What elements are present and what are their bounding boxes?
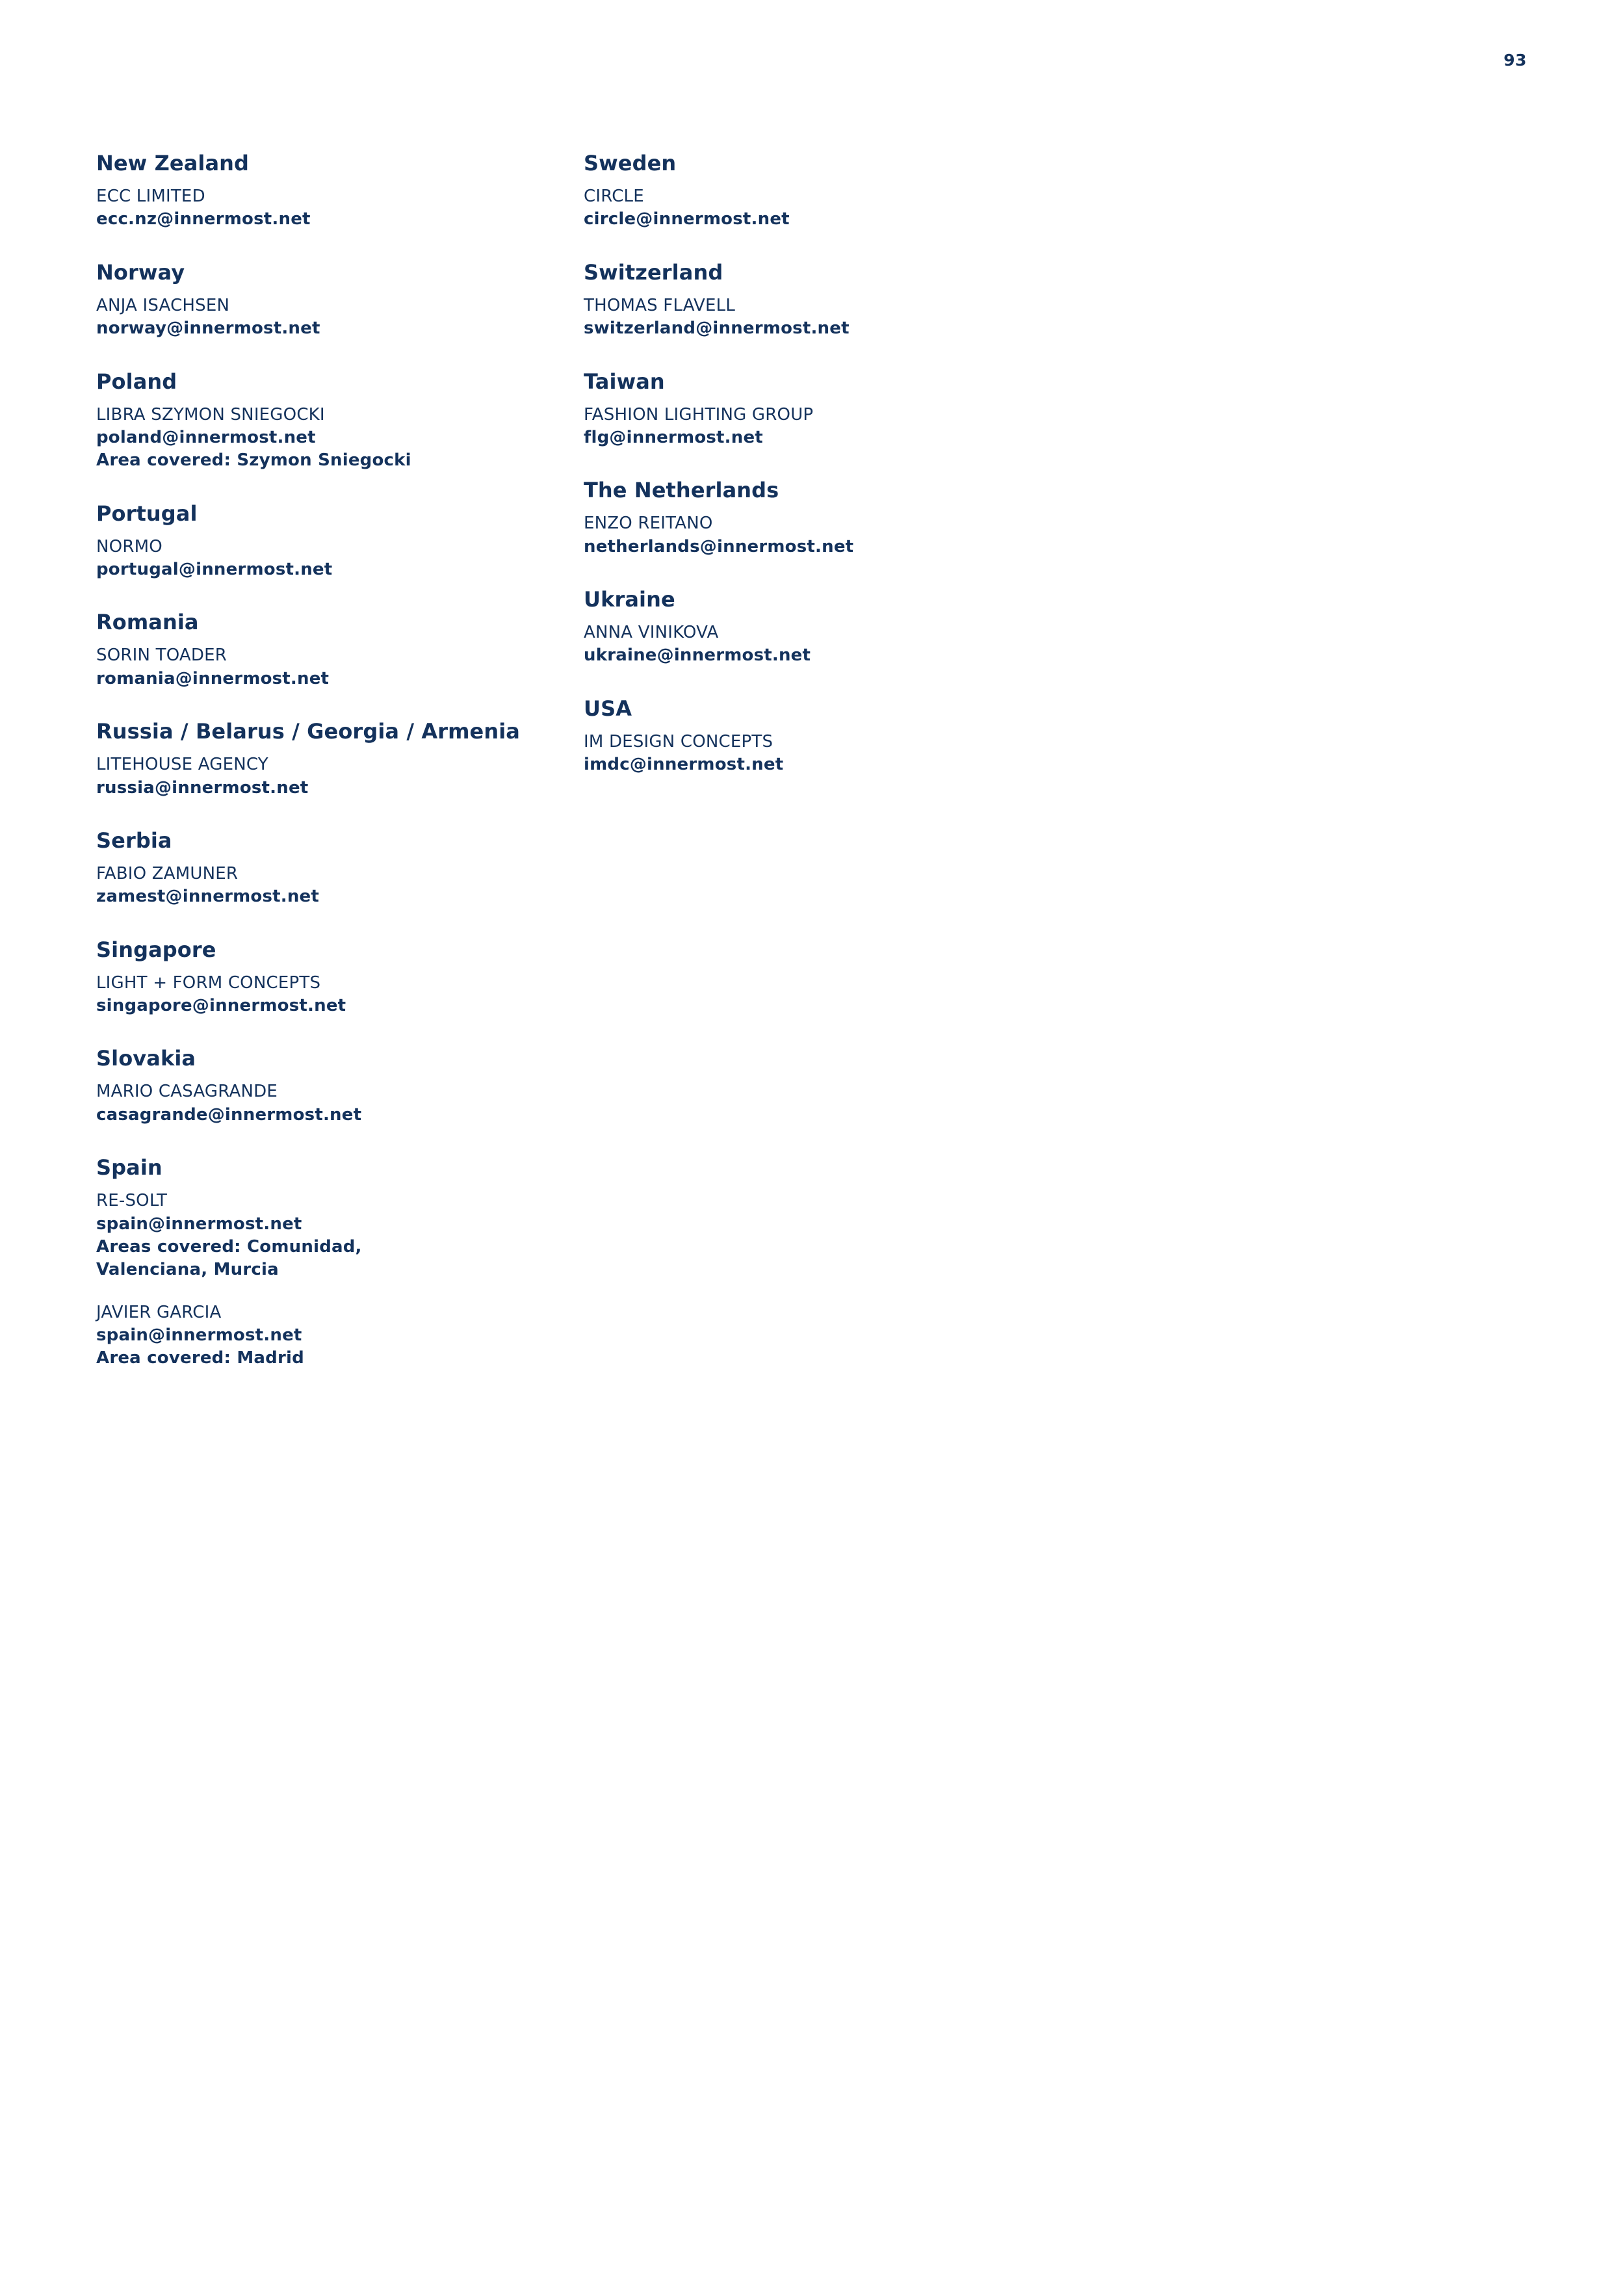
contact-name: ECC LIMITED: [96, 187, 205, 207]
contact-email[interactable]: switzerland@innermost.net: [584, 319, 850, 339]
contact-name: ENZO REITANO: [584, 514, 713, 534]
contact-name: MARIO CASAGRANDE: [96, 1082, 278, 1102]
contact-name: RE-SOLT: [96, 1191, 168, 1211]
contact-email[interactable]: ecc.nz@innermost.net: [96, 209, 311, 229]
contact-name: THOMAS FLAVELL: [584, 295, 736, 315]
contact-email[interactable]: spain@innermost.net: [96, 1214, 302, 1234]
country-heading: Spain: [96, 1155, 162, 1181]
contact-name: LIBRA SZYMON SNIEGOCKI: [96, 404, 325, 424]
distributor-entry: [96, 937, 584, 1018]
contact-name: LIGHT + FORM CONCEPTS: [96, 972, 321, 993]
distributor-contact: [96, 185, 584, 231]
contact-email[interactable]: spain@innermost.net: [96, 1325, 302, 1345]
contact-email[interactable]: imdc@innermost.net: [584, 755, 784, 775]
country-heading: Serbia: [96, 828, 172, 853]
distributor-contact: [96, 1190, 584, 1281]
contact-email[interactable]: ukraine@innermost.net: [584, 646, 811, 666]
distributor-contact: [96, 972, 584, 1018]
contact-email[interactable]: singapore@innermost.net: [96, 996, 346, 1015]
contact-email[interactable]: norway@innermost.net: [96, 319, 320, 339]
country-heading: Norway: [96, 259, 185, 285]
country-heading: Singapore: [96, 937, 216, 962]
distributor-contact: [96, 1301, 584, 1370]
distributor-contact: [96, 1080, 584, 1127]
distributor-contact: [584, 294, 1071, 341]
distributor-entry: [584, 260, 1071, 341]
distributor-entry: [96, 501, 584, 582]
distributor-contact: [584, 621, 1071, 668]
distributor-entry: [96, 260, 584, 341]
country-heading: Switzerland: [584, 259, 723, 285]
contact-email[interactable]: zamest@innermost.net: [96, 887, 320, 907]
distributor-entry: [96, 1046, 584, 1127]
contact-name: LITEHOUSE AGENCY: [96, 755, 268, 775]
distributor-entry: [96, 610, 584, 690]
distributor-entry: [584, 151, 1071, 231]
distributor-contact: [96, 753, 584, 800]
distributor-contact: [96, 294, 584, 341]
column-left: [96, 151, 584, 1399]
distributor-columns: [96, 151, 1526, 1399]
contact-area-note: Area covered: Madrid: [96, 1348, 304, 1368]
contact-email[interactable]: russia@innermost.net: [96, 777, 309, 798]
contact-name: ANJA ISACHSEN: [96, 295, 230, 315]
distributor-contact: [96, 644, 584, 690]
contact-email[interactable]: netherlands@innermost.net: [584, 536, 854, 556]
country-heading: Portugal: [96, 501, 198, 526]
contact-area-note: Areas covered: Comunidad,: [96, 1236, 362, 1257]
distributor-entry: [96, 1155, 584, 1370]
contact-name: NORMO: [96, 536, 162, 556]
contact-name: CIRCLE: [584, 187, 644, 207]
country-heading: Romania: [96, 610, 199, 635]
country-heading: Russia / Belarus / Georgia / Armenia: [96, 719, 520, 744]
distributor-contact: [584, 512, 1071, 558]
contact-email[interactable]: poland@innermost.net: [96, 427, 316, 447]
contact-name: IM DESIGN CONCEPTS: [584, 731, 773, 751]
country-heading: Slovakia: [96, 1046, 196, 1071]
distributor-entry: [96, 828, 584, 909]
distributor-contact: [96, 863, 584, 909]
country-heading: Ukraine: [584, 587, 675, 612]
contact-email[interactable]: portugal@innermost.net: [96, 560, 333, 579]
distributor-entry: [96, 369, 584, 473]
distributor-entry: [96, 719, 584, 800]
country-heading: Poland: [96, 369, 177, 394]
column-right: [584, 151, 1071, 1399]
contact-name: SORIN TOADER: [96, 646, 227, 666]
contact-email[interactable]: circle@innermost.net: [584, 209, 790, 229]
distributor-contact: [584, 404, 1071, 450]
contact-name: FABIO ZAMUNER: [96, 863, 239, 883]
distributor-entry: [584, 369, 1071, 450]
contact-email[interactable]: flg@innermost.net: [584, 427, 763, 447]
contact-name: JAVIER GARCIA: [96, 1302, 222, 1322]
contact-name: ANNA VINIKOVA: [584, 623, 719, 643]
country-heading: Sweden: [584, 151, 677, 176]
contact-name: FASHION LIGHTING GROUP: [584, 404, 814, 424]
country-heading: The Netherlands: [584, 478, 779, 503]
country-heading: New Zealand: [96, 151, 250, 176]
distributor-contact: [96, 404, 584, 473]
distributor-entry: [584, 587, 1071, 668]
distributor-entry: [584, 478, 1071, 558]
contact-area-note: Area covered: Szymon Sniegocki: [96, 450, 411, 471]
distributor-entry: [96, 151, 584, 231]
contact-email[interactable]: casagrande@innermost.net: [96, 1104, 362, 1125]
country-heading: USA: [584, 696, 632, 721]
distributor-entry: [584, 696, 1071, 777]
distributor-contact: [584, 185, 1071, 231]
contact-email[interactable]: romania@innermost.net: [96, 668, 330, 688]
contact-area-note: Valenciana, Murcia: [96, 1260, 279, 1280]
distributor-contact: [584, 731, 1071, 777]
country-heading: Taiwan: [584, 369, 665, 394]
page-number: 93: [1503, 51, 1527, 70]
distributor-contact: [96, 536, 584, 582]
